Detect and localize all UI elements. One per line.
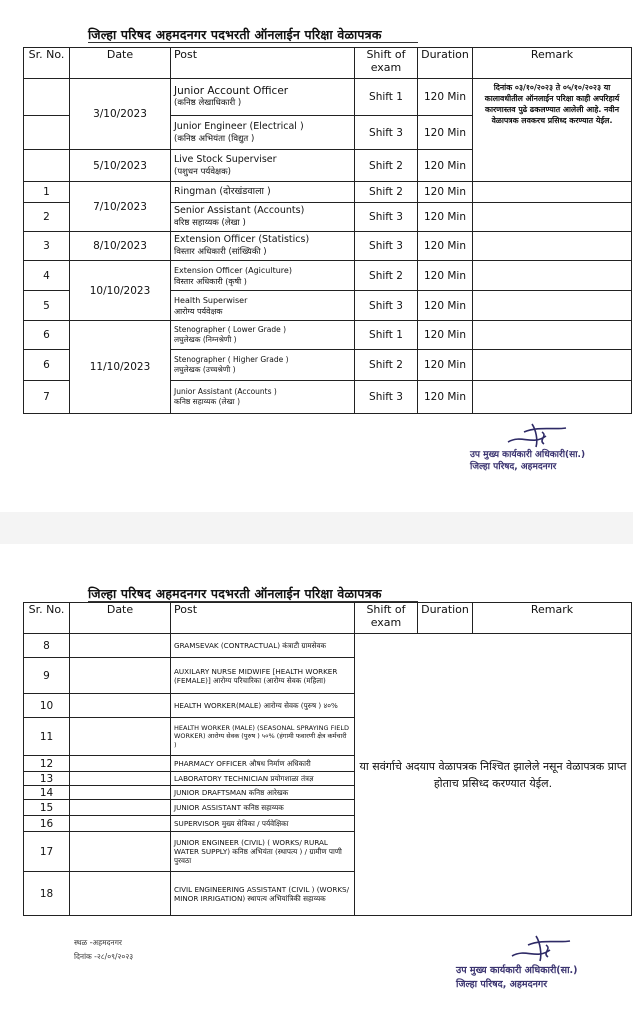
post-english: Junior Engineer (Electrical ) xyxy=(174,120,304,132)
header-sr-no: Sr. No. xyxy=(24,603,70,634)
header-date: Date xyxy=(70,48,171,79)
post-marathi: (पशुधन पर्यवेक्षक) xyxy=(174,166,231,177)
duration-cell: 120 Min xyxy=(418,150,473,182)
table-header-row xyxy=(24,603,632,634)
date-cell xyxy=(70,832,171,872)
post-cell: CIVIL ENGINEERING ASSISTANT (CIVIL ) (WORKS/ MINOR IRRIGATION) स्थापत्य अभियांत्रिकी सहाय्यक xyxy=(171,872,355,916)
sr-cell: 3 xyxy=(24,232,70,261)
post-english: Extension Officer (Agiculture) xyxy=(174,265,292,275)
signatory-title: उप मुख्य कार्यकारी अधिकारी(सा.) xyxy=(470,450,586,460)
sr-cell: 4 xyxy=(24,261,70,291)
duration-cell: 120 Min xyxy=(418,116,473,150)
post-cell xyxy=(171,182,355,203)
date-cell xyxy=(70,772,171,786)
sr-cell: 15 xyxy=(24,800,70,816)
post-english: Stenographer ( Lower Grade ) xyxy=(174,325,287,334)
header-post: Post xyxy=(171,48,355,79)
post-english: Stenographer ( Higher Grade ) xyxy=(174,355,289,364)
post-cell xyxy=(171,350,355,381)
sr-cell: 18 xyxy=(24,872,70,916)
date-line: दिनांक -२८/०९/२०२३ xyxy=(74,952,134,961)
table-header-row xyxy=(24,48,632,79)
post-cell xyxy=(171,116,355,150)
post-cell xyxy=(171,291,355,321)
signatory-block xyxy=(470,449,585,473)
post-cell: PHARMACY OFFICER औषध निर्माण अधिकारी xyxy=(171,756,355,772)
header-remark: Remark xyxy=(473,48,632,79)
date-cell: 10/10/2023 xyxy=(70,261,171,321)
shift-cell: Shift 2 xyxy=(355,150,418,182)
date-cell xyxy=(70,786,171,800)
header-sr-no: Sr. No. xyxy=(24,48,70,79)
shift-cell: Shift 2 xyxy=(355,261,418,291)
post-english: Junior Assistant (Accounts ) xyxy=(174,387,277,396)
sr-cell: 7 xyxy=(24,381,70,414)
table-row xyxy=(24,261,632,291)
post-marathi: विस्तार अधिकारी (सांख्यिकी ) xyxy=(174,247,267,257)
remark-cell xyxy=(473,203,632,232)
sr-cell: 13 xyxy=(24,772,70,786)
post-english: Live Stock Superviser xyxy=(174,153,277,165)
signature-scribble xyxy=(502,420,572,450)
place-line: स्थळ -अहमदनगर xyxy=(74,938,122,947)
post-marathi: लघुलेखक (उच्चश्रेणी ) xyxy=(174,365,236,374)
signatory-office: जिल्हा परिषद, अहमदनगर xyxy=(456,979,548,990)
place-date-block xyxy=(74,936,133,964)
date-cell xyxy=(70,718,171,756)
shift-cell: Shift 3 xyxy=(355,116,418,150)
header-duration: Duration xyxy=(418,603,473,634)
post-cell: HEALTH WORKER(MALE) आरोग्य सेवक (पुरुष ) ४०% xyxy=(171,694,355,718)
post-marathi: (कनिष्ठ अभियंता (विद्युत ) xyxy=(174,133,255,144)
duration-cell: 120 Min xyxy=(418,79,473,116)
table-row xyxy=(24,182,632,203)
date-cell: 7/10/2023 xyxy=(70,182,171,232)
post-cell xyxy=(171,321,355,350)
post-cell xyxy=(171,381,355,414)
date-cell: 11/10/2023 xyxy=(70,321,171,414)
post-cell xyxy=(171,261,355,291)
duration-cell: 120 Min xyxy=(418,291,473,321)
sr-cell: 9 xyxy=(24,658,70,694)
table-row xyxy=(24,634,632,658)
post-cell: JUNIOR ASSISTANT कनिष्ठ सहाय्यक xyxy=(171,800,355,816)
sr-cell: 2 xyxy=(24,203,70,232)
remark-cell: दिनांक ०३/१०/२०२३ ते ०५/१०/२०२३ या कालावधीतील ऑनलाईन परिक्षा काही अपरिहार्य कारणास्तव पुढे ढकलण्यात आलेली आहे. नवीन वेळापत्रक लवकरच प्रसिध्द करण्यात येईल. xyxy=(473,79,632,182)
post-cell: GRAMSEVAK (CONTRACTUAL) कंत्राटी ग्रामसेवक xyxy=(171,634,355,658)
post-marathi: (कनिष्ठ लेखाधिकारी ) xyxy=(174,98,242,108)
duration-cell: 120 Min xyxy=(418,381,473,414)
post-cell: LABORATORY TECHNICIAN प्रयोगशाळा तंत्रज्ञ xyxy=(171,772,355,786)
shift-cell: Shift 3 xyxy=(355,291,418,321)
date-cell: 3/10/2023 xyxy=(70,79,171,150)
post-marathi: वरिष्ठ सहाय्यक (लेखा ) xyxy=(174,218,246,228)
shift-cell: Shift 3 xyxy=(355,232,418,261)
shift-cell: Shift 3 xyxy=(355,203,418,232)
duration-cell: 120 Min xyxy=(418,350,473,381)
table-row xyxy=(24,232,632,261)
post-cell: JUNIOR DRAFTSMAN कनिष्ठ आरेखक xyxy=(171,786,355,800)
duration-cell: 120 Min xyxy=(418,203,473,232)
post-cell: JUNIOR ENGINEER (CIVIL) ( WORKS/ RURAL WATER SUPPLY) कनिष्ठ अभियंता (स्थापत्य ) / ग्रामीण पाणी पुरवठा xyxy=(171,832,355,872)
header-shift: Shift of exam xyxy=(355,48,418,79)
post-cell xyxy=(171,150,355,182)
exam-schedule-table xyxy=(23,602,632,916)
shift-cell: Shift 1 xyxy=(355,321,418,350)
remark-cell xyxy=(473,261,632,291)
remark-cell xyxy=(473,232,632,261)
signatory-block xyxy=(456,964,577,992)
remark-cell xyxy=(473,321,632,350)
date-cell xyxy=(70,634,171,658)
remark-cell: या सवंर्गाचे अदयाप वेळापत्रक निश्चित झालेले नसून वेळापत्रक प्राप्त होताच प्रसिध्द करण्यात येईल. xyxy=(355,634,632,916)
shift-cell: Shift 2 xyxy=(355,182,418,203)
duration-cell: 120 Min xyxy=(418,261,473,291)
date-cell: 5/10/2023 xyxy=(70,150,171,182)
date-cell xyxy=(70,756,171,772)
sr-cell xyxy=(24,116,70,150)
post-cell xyxy=(171,203,355,232)
post-cell: HEALTH WORKER (MALE) (SEASONAL SPRAYING FIELD WORKER) आरोग्य सेवक (पुरुष ) ५०% (हंगामी फवारणी क्षेत्र कर्मचारी ) xyxy=(171,718,355,756)
post-marathi: विस्तार अधिकारी (कृषी ) xyxy=(174,276,247,286)
sr-cell: 12 xyxy=(24,756,70,772)
sr-cell: 8 xyxy=(24,634,70,658)
sr-cell: 1 xyxy=(24,182,70,203)
duration-cell: 120 Min xyxy=(418,182,473,203)
sr-cell: 14 xyxy=(24,786,70,800)
remark-cell xyxy=(473,291,632,321)
post-english: Ringman (दोरखंडवाला ) xyxy=(174,186,271,197)
date-cell: 8/10/2023 xyxy=(70,232,171,261)
header-date: Date xyxy=(70,603,171,634)
post-english: Senior Assistant (Accounts) xyxy=(174,205,305,216)
signatory-title: उप मुख्य कार्यकारी अधिकारी(सा.) xyxy=(456,965,578,976)
signature-scribble xyxy=(506,932,576,964)
page-title: जिल्हा परिषद अहमदनगर पदभरती ऑनलाईन परिक्षा वेळापत्रक xyxy=(88,586,382,601)
header-post: Post xyxy=(171,603,355,634)
post-cell: AUXILARY NURSE MIDWIFE [HEALTH WORKER (FEMALE)] आरोग्य परिचारिका (आरोग्य सेवक (महिला) xyxy=(171,658,355,694)
sr-cell: 6 xyxy=(24,321,70,350)
shift-cell: Shift 2 xyxy=(355,350,418,381)
post-marathi: आरोग्य पर्यवेक्षक xyxy=(174,306,223,316)
shift-cell: Shift 3 xyxy=(355,381,418,414)
sr-cell xyxy=(24,150,70,182)
remark-cell xyxy=(473,182,632,203)
post-marathi: कनिष्ठ सहाय्यक (लेखा ) xyxy=(174,397,241,406)
sr-cell: 5 xyxy=(24,291,70,321)
sr-cell: 6 xyxy=(24,350,70,381)
schedule-page-2 xyxy=(0,544,633,1024)
header-remark: Remark xyxy=(473,603,632,634)
shift-cell: Shift 1 xyxy=(355,79,418,116)
sr-cell xyxy=(24,79,70,116)
table-row xyxy=(24,79,632,116)
signatory-office: जिल्हा परिषद, अहमदनगर xyxy=(470,462,557,472)
date-cell xyxy=(70,658,171,694)
post-english: Health Superwiser xyxy=(174,295,248,305)
date-cell xyxy=(70,816,171,832)
duration-cell: 120 Min xyxy=(418,232,473,261)
sr-cell: 11 xyxy=(24,718,70,756)
post-english: Junior Account Officer xyxy=(174,85,289,97)
header-shift: Shift of exam xyxy=(355,603,418,634)
sr-cell: 16 xyxy=(24,816,70,832)
post-cell xyxy=(171,79,355,116)
duration-cell: 120 Min xyxy=(418,321,473,350)
page-title: जिल्हा परिषद अहमदनगर पदभरती ऑनलाईन परिक्षा वेळापत्रक xyxy=(88,27,382,42)
remark-cell xyxy=(473,381,632,414)
post-cell xyxy=(171,232,355,261)
post-marathi: लघुलेखक (निम्नश्रेणी ) xyxy=(174,335,237,344)
date-cell xyxy=(70,694,171,718)
exam-schedule-table xyxy=(23,47,632,414)
post-english: Extension Officer (Statistics) xyxy=(174,234,310,245)
date-cell xyxy=(70,800,171,816)
title-underline xyxy=(88,42,418,43)
post-cell: SUPERVISOR मुख्य सेविका / पर्यवेक्षिका xyxy=(171,816,355,832)
sr-cell: 10 xyxy=(24,694,70,718)
table-row xyxy=(24,321,632,350)
remark-cell xyxy=(473,350,632,381)
sr-cell: 17 xyxy=(24,832,70,872)
header-duration: Duration xyxy=(418,48,473,79)
date-cell xyxy=(70,872,171,916)
